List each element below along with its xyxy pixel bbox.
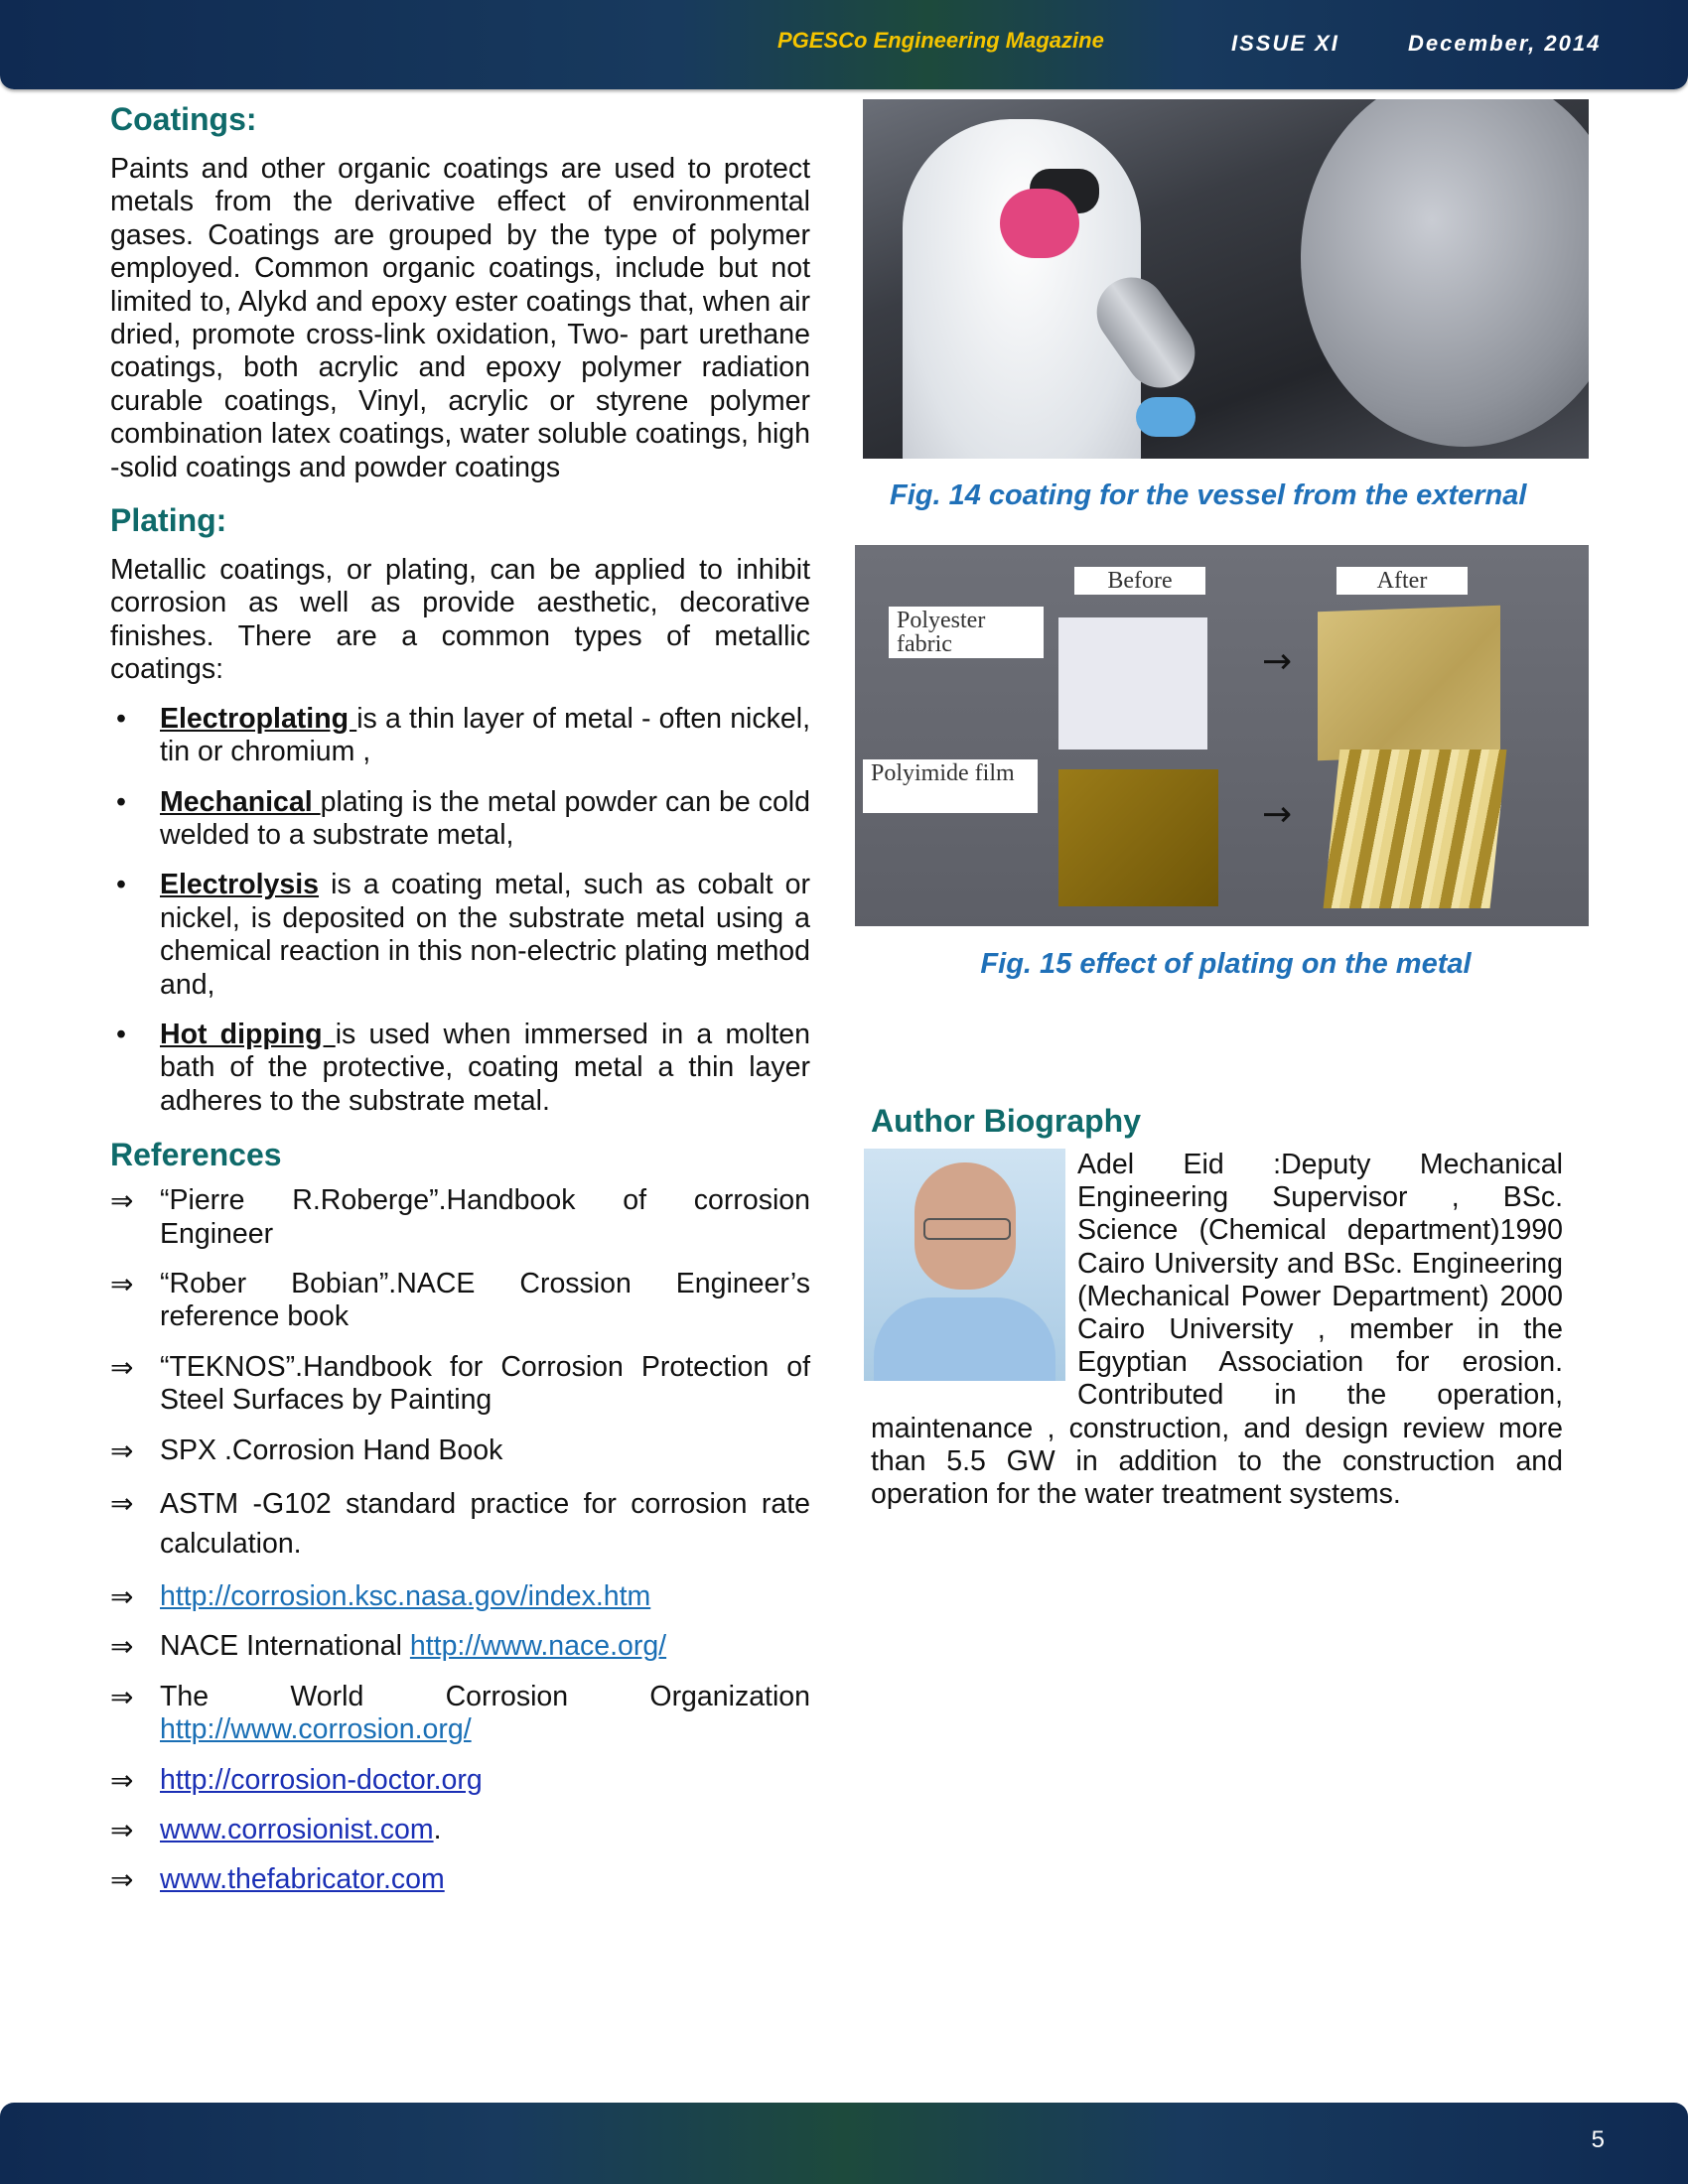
figure-14-caption: Fig. 14 coating for the vessel from the external [890,479,1527,511]
plating-term: Electrolysis [160,869,320,901]
reference-item [110,1814,810,1846]
author-biography-section [871,1101,1563,1511]
polyimide-label: Polyimide film [863,759,1038,813]
arrow-icon: ⇒ [110,1814,134,1847]
bullet-icon: • [116,869,126,901]
figure-15-caption: Fig. 15 effect of plating on the metal [980,948,1472,980]
arrow-icon: ⇒ [110,1350,134,1384]
references-list [110,1184,810,1897]
issue-date: December, 2014 [1408,31,1602,56]
arrow-icon: ⇒ [110,1433,134,1467]
reference-link-nace[interactable]: http://www.nace.org/ [409,1630,667,1663]
figure-15-photo [855,545,1589,926]
plating-intro: Metallic coatings, or plating, can be applied to inhibit corrosion as well as provide aesthetic, decorative finishes. There are a common types of metallic coatings: [110,554,810,686]
list-item [110,1019,810,1118]
reference-link-corrosion-org[interactable]: http://www.corrosion.org/ [160,1713,472,1746]
glove [1136,397,1196,437]
list-item [110,703,810,769]
polyester-label: Polyester fabric [889,607,1044,658]
arrow-icon: ⇒ [110,1763,134,1797]
footer-bar [0,2103,1688,2184]
issue-number: ISSUE XI [1231,31,1339,56]
reference-item [110,1764,810,1797]
reference-item [110,1434,810,1467]
coatings-heading: Coatings: [110,101,257,137]
reference-text: NACE International [160,1630,410,1663]
reference-item [110,1681,810,1747]
magazine-title: PGESCo Engineering Magazine [777,28,1104,53]
plating-description: is a thin layer of metal - often nickel, tin or chromium , [160,702,810,768]
reference-text: The World Corrosion Organization [160,1680,810,1712]
reference-item [110,1184,810,1251]
arrow-icon: ⇒ [110,1580,134,1613]
plating-description: is used when immersed in a molten bath of the protective, coating metal a thin layer adheres to the substrate metal. [160,1018,810,1117]
arrow-icon: ⇒ [110,1487,134,1520]
reference-item [110,1580,810,1613]
arrow-icon: ⇒ [110,1184,134,1218]
reference-item [110,1484,810,1564]
polyester-before-swatch [1058,617,1207,750]
list-item [110,869,810,1002]
after-label: After [1336,567,1468,595]
reference-item [110,1630,810,1663]
reference-suffix: . [433,1814,442,1846]
plating-description: plating is the metal powder can be cold welded to a substrate metal, [160,785,810,851]
arrow-icon: ⇒ [110,1630,134,1664]
polyester-after-swatch [1318,606,1500,760]
arrow-icon: ⇒ [110,1680,134,1713]
plating-term: Hot dipping [160,1018,336,1050]
polyimide-after-swatch [1324,750,1507,908]
coatings-paragraph: Paints and other organic coatings are used to protect metals from the derivative effect of environmental gases. Coatings are grouped by the type of polymer employed. Common organic coatings, include but not limited to, Alykd and epoxy ester coatings that, when air dried, promote cross-link oxidation, Two- part urethane coatings, both acrylic and epoxy polymer radiation curable coatings, Vinyl, acrylic or styrene polymer combination latex coatings, water soluble coatings, high -solid coatings and powder coatings [110,153,810,483]
reference-link-corrosionist[interactable]: www.corrosionist.com [160,1814,434,1846]
arrow-icon: ⇒ [110,1267,134,1300]
reference-text: SPX .Corrosion Hand Book [160,1433,503,1466]
reference-link-corrosion-doctor[interactable]: http://corrosion-doctor.org [160,1763,483,1796]
author-photo [864,1149,1065,1381]
polyimide-before-swatch [1058,769,1218,906]
header-bar [0,0,1688,89]
reference-text: “Rober Bobian”.NACE Crossion Engineer’s reference book [160,1267,810,1333]
reference-item [110,1351,810,1418]
author-biography-heading: Author Biography [871,1103,1141,1139]
bullet-icon: • [116,785,126,818]
page-number: 5 [1591,2126,1605,2153]
bullet-icon: • [116,1018,126,1050]
reference-link-fabricator[interactable]: www.thefabricator.com [160,1863,445,1896]
author-bio-text: Adel Eid :Deputy Mechanical Engineering Supervisor , BSc. Science (Chemical department)1990 Cairo University and BSc. Engineering (Mechanical Power Department) 2000 Cairo University , member in the Egyptian Association for erosion. Contributed in the operation, maintenance , construction, and design review more than 5.5 GW in addition to the construction and operation for the water treatment systems. [871,1149,1563,1511]
author-glasses [923,1218,1011,1240]
reference-text: ASTM -G102 standard practice for corrosion rate calculation. [160,1488,810,1560]
arrow-right-icon: → [1262,641,1293,682]
left-column [110,99,810,1914]
reference-text: “TEKNOS”.Handbook for Corrosion Protection of Steel Surfaces by Painting [160,1350,810,1417]
plating-types-list [110,703,810,1118]
plating-description: is a coating metal, such as cobalt or nickel, is deposited on the substrate metal using a chemical reaction in this non-electric plating method and, [160,869,810,1001]
vessel-shape [1301,99,1589,447]
bullet-icon: • [116,702,126,735]
arrow-right-icon: → [1262,794,1293,835]
plating-term: Electroplating [160,702,357,735]
arrow-icon: ⇒ [110,1863,134,1897]
plating-term: Mechanical [160,785,321,818]
reference-link-nasa[interactable]: http://corrosion.ksc.nasa.gov/index.htm [160,1580,651,1612]
before-label: Before [1074,567,1205,595]
author-shirt [874,1297,1055,1381]
plating-heading: Plating: [110,502,227,539]
respirator-mask [1000,189,1079,258]
figure-14-photo [863,99,1589,459]
references-heading: References [110,1137,282,1173]
reference-item [110,1268,810,1334]
reference-text: “Pierre R.Roberge”.Handbook of corrosion Engineer [160,1184,810,1250]
reference-item [110,1863,810,1896]
list-item [110,786,810,853]
